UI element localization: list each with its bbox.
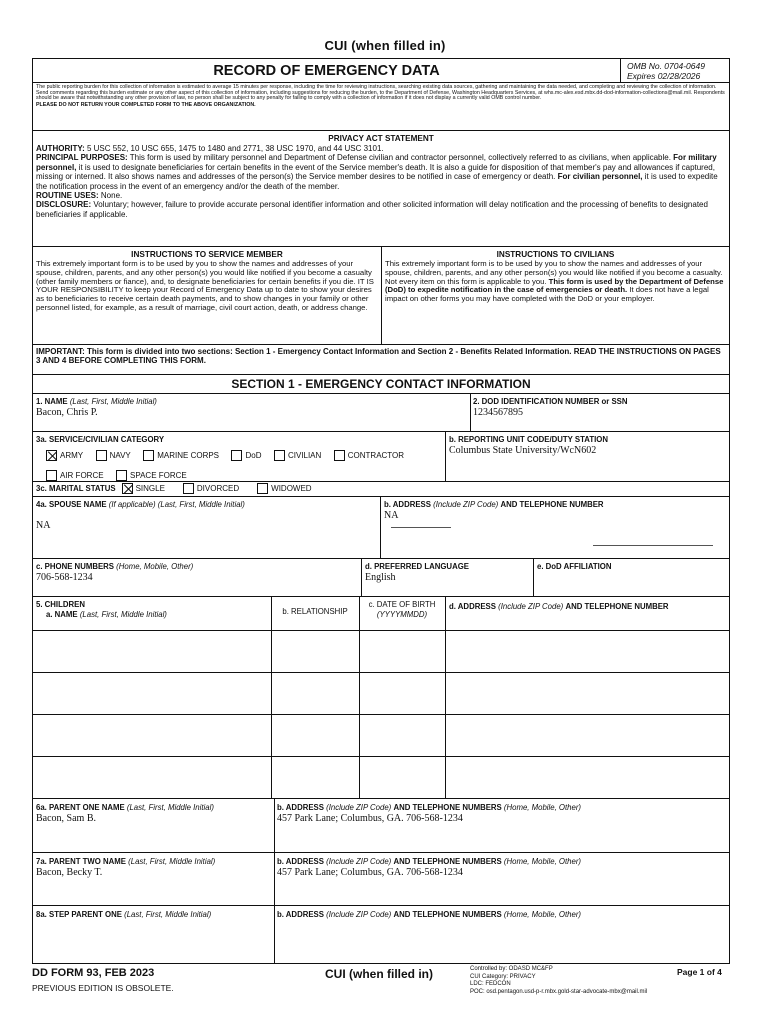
footer-poc: POC: osd.pentagon.usd-p-r.mbx.gold-star-advocate-mbx@mail.mil xyxy=(470,988,648,995)
stepparent-label: 8a. STEP PARENT ONE xyxy=(36,910,122,919)
parent2-addr-hint2: (Home, Mobile, Other) xyxy=(503,857,582,866)
children-relationship-header: b. RELATIONSHIP xyxy=(282,607,348,616)
instructions-civilian-text-a: This extremely important form is to be used by you to show the names and addresses of your spouse, children, parents, and any other person(s) you would like notified if you become a casualty. Not every item on this form is applicable to you. xyxy=(385,259,723,286)
children-name-hint: (Last, First, Middle Initial) xyxy=(79,610,167,619)
parent2-addr-tail: AND TELEPHONE NUMBERS xyxy=(393,857,502,866)
stepparent-address-field[interactable] xyxy=(277,910,726,920)
burden-statement xyxy=(33,83,729,131)
parent2-addr-label: b. ADDRESS xyxy=(277,857,324,866)
opt-dod[interactable]: DoD xyxy=(231,450,261,461)
reporting-unit-label: b. REPORTING UNIT CODE/DUTY STATION xyxy=(449,435,608,444)
divider xyxy=(445,597,446,631)
checkbox-space-force[interactable] xyxy=(116,470,127,481)
reporting-unit-value: Columbus State University/WcN602 xyxy=(449,445,597,456)
spouse-value: NA xyxy=(36,520,51,531)
checkbox-navy[interactable] xyxy=(96,450,107,461)
checkbox-single[interactable] xyxy=(122,483,133,494)
parent2-addr-hint: (Include ZIP Code) xyxy=(326,857,392,866)
cui-banner-top: CUI (when filled in) xyxy=(324,38,446,53)
instructions-member xyxy=(33,247,382,345)
omb-number: OMB No. 0704-0649 xyxy=(627,61,705,71)
phone-label: c. PHONE NUMBERS xyxy=(36,562,114,571)
instructions-member-text: This extremely important form is to be used by you to show the names and addresses of your spouse, children, parents, and any other person(s) you would like notified if you become a casualty (other family members or fiance), and, to designate beneficiaries for certain benefits if you die. IT IS YOUR RESPONSIBILITY to keep your Record of Emergency Data up to date to show your desires as to beneficiaries to receive certain death payments, and to show changes in your family or other personnel listed, for example, as a result of marriage, civil court action, death, or address change. xyxy=(36,259,374,312)
spouse-address-label: b. ADDRESS xyxy=(384,500,431,509)
disclosure-text: Voluntary; however, failure to provide accurate personal identifier information and other solicited information will delay notification and the processing of benefits to designated beneficiaries if applicable. xyxy=(36,200,708,219)
children-name-header xyxy=(36,600,266,620)
title-row xyxy=(33,59,729,83)
stepparent-name-field[interactable] xyxy=(36,910,272,920)
checkbox-marine-corps[interactable] xyxy=(143,450,154,461)
parent1-addr-hint: (Include ZIP Code) xyxy=(326,803,392,812)
table-row[interactable] xyxy=(33,715,729,757)
footer-obsolete: PREVIOUS EDITION IS OBSOLETE. xyxy=(32,983,174,993)
instructions-civilian-title: INSTRUCTIONS TO CIVILIANS xyxy=(496,250,615,259)
stepparent-addr-hint: (Include ZIP Code) xyxy=(326,910,392,919)
important-text: IMPORTANT: This form is divided into two sections: Section 1 - Emergency Contact Information and Section 2 - Benefits Related Information. READ THE INSTRUCTIONS ON PAGES 3 AND 4 BEFORE COMPLETING THIS FORM. xyxy=(36,347,721,366)
parent1-value: Bacon, Sam B. xyxy=(36,813,96,824)
stepparent-addr-label: b. ADDRESS xyxy=(277,910,324,919)
spouse-address-value: NA xyxy=(384,510,399,521)
opt-air-force[interactable]: AIR FORCE xyxy=(46,470,104,481)
affiliation-label: e. DoD AFFILIATION xyxy=(537,562,612,571)
omb-block xyxy=(621,59,729,83)
divider xyxy=(361,559,362,597)
table-row[interactable] xyxy=(33,757,729,799)
purposes-text-d: For civilian personnel, xyxy=(557,172,643,182)
instructions-civilian xyxy=(382,247,729,345)
spouse-hint: (If applicable) (Last, First, Middle Initial) xyxy=(108,500,245,509)
checkbox-contractor[interactable] xyxy=(334,450,345,461)
footer-cui: CUI (when filled in) xyxy=(325,967,433,981)
checkbox-civilian[interactable] xyxy=(274,450,285,461)
parent2-label: 7a. PARENT TWO NAME xyxy=(36,857,126,866)
purposes-label: PRINCIPAL PURPOSES: xyxy=(36,153,128,163)
parent1-address-field[interactable] xyxy=(277,803,726,825)
parent1-name-field[interactable] xyxy=(36,803,272,825)
language-field[interactable] xyxy=(365,562,530,584)
parent2-hint: (Last, First, Middle Initial) xyxy=(128,857,216,866)
checkbox-air-force[interactable] xyxy=(46,470,57,481)
language-value: English xyxy=(365,572,396,583)
spouse-address-tail: AND TELEPHONE NUMBER xyxy=(500,500,604,509)
checkbox-army[interactable] xyxy=(46,450,57,461)
section1-title: SECTION 1 - EMERGENCY CONTACT INFORMATION xyxy=(33,375,729,394)
parent1-hint: (Last, First, Middle Initial) xyxy=(126,803,214,812)
instructions-civilian-text-c: It does not have a legal impact on other forms you may have completed with the DoD or your employer. xyxy=(385,285,709,304)
children-label: 5. CHILDREN xyxy=(36,600,85,609)
purposes-text-e: it is used to expedite the notification process in the event of an emergency and/or the death of the member. xyxy=(36,172,718,191)
opt-widowed[interactable]: WIDOWED xyxy=(257,483,311,494)
name-field[interactable] xyxy=(36,397,466,419)
opt-single[interactable]: SINGLE xyxy=(122,483,165,494)
routine-text: None. xyxy=(100,191,123,201)
parent2-value: Bacon, Becky T. xyxy=(36,867,103,878)
authority-label: AUTHORITY: xyxy=(36,144,85,153)
spouse-address-hint: (Include ZIP Code) xyxy=(433,500,499,509)
opt-divorced[interactable]: DIVORCED xyxy=(183,483,239,494)
footer-ldc: LDC: FEDCON xyxy=(470,981,511,987)
instructions-member-title: INSTRUCTIONS TO SERVICE MEMBER xyxy=(131,250,283,259)
opt-marine-corps[interactable]: MARINE CORPS xyxy=(143,450,219,461)
name-hint: (Last, First, Middle Initial) xyxy=(69,397,157,406)
checkbox-divorced[interactable] xyxy=(183,483,194,494)
divider xyxy=(380,497,381,559)
category-options-row1 xyxy=(46,448,446,466)
children-header xyxy=(33,597,729,631)
phone-value: 706-568-1234 xyxy=(36,572,93,583)
children-address-tail: AND TELEPHONE NUMBER xyxy=(565,602,669,611)
children-name-label: a. NAME xyxy=(46,610,78,619)
opt-contractor[interactable]: CONTRACTOR xyxy=(334,450,404,461)
children-address-label: d. ADDRESS xyxy=(449,602,496,611)
disclosure-label: DISCLOSURE: xyxy=(36,200,92,210)
divider xyxy=(274,853,275,906)
children-address-header xyxy=(449,602,726,612)
authority-text: 5 USC 552, 10 USC 655, 1475 to 1480 and 2771, 38 USC 1970, and 44 USC 3101. xyxy=(86,144,384,153)
row-spouse xyxy=(33,497,729,559)
burden-warning: PLEASE DO NOT RETURN YOUR COMPLETED FORM TO THE ABOVE ORGANIZATION. xyxy=(36,101,256,108)
name-label: 1. NAME xyxy=(36,397,68,406)
children-address-hint: (Include ZIP Code) xyxy=(498,602,564,611)
divider xyxy=(445,432,446,482)
stepparent-hint: (Last, First, Middle Initial) xyxy=(124,910,212,919)
stepparent-addr-hint2: (Home, Mobile, Other) xyxy=(503,910,582,919)
table-row[interactable] xyxy=(33,631,729,673)
parent1-addr-hint2: (Home, Mobile, Other) xyxy=(503,803,582,812)
row-name xyxy=(33,394,729,432)
phone-hint: (Home, Mobile, Other) xyxy=(116,562,194,571)
privacy-body xyxy=(36,144,726,219)
footer-controlled-by: Controlled by: ODASD MC&FP xyxy=(470,966,553,972)
parent1-addr-value: 457 Park Lane; Columbus, GA. 706-568-1234 xyxy=(277,813,463,824)
marital-field xyxy=(36,483,536,494)
children-table-body xyxy=(33,631,729,799)
parent2-addr-value: 457 Park Lane; Columbus, GA. 706-568-1234 xyxy=(277,867,463,878)
spouse-field[interactable] xyxy=(36,500,376,532)
purposes-text-b: For military personnel, xyxy=(36,153,717,172)
underline xyxy=(593,545,713,546)
form-title: RECORD OF EMERGENCY DATA xyxy=(33,59,621,83)
privacy-title: PRIVACY ACT STATEMENT xyxy=(328,134,434,143)
reporting-unit-field[interactable] xyxy=(449,435,726,457)
name-value: Bacon, Chris P. xyxy=(36,407,98,418)
dod-id-label: 2. DOD IDENTIFICATION NUMBER or SSN xyxy=(473,397,628,406)
category-field xyxy=(36,435,446,486)
opt-space-force[interactable]: SPACE FORCE xyxy=(116,470,187,481)
row-stepparent xyxy=(33,906,729,963)
instructions-row xyxy=(33,247,729,345)
language-label: d. PREFERRED LANGUAGE xyxy=(365,562,469,571)
checkbox-dod[interactable] xyxy=(231,450,242,461)
opt-civilian[interactable]: CIVILIAN xyxy=(274,450,321,461)
divider xyxy=(271,597,272,631)
parent1-label: 6a. PARENT ONE NAME xyxy=(36,803,125,812)
row-phone xyxy=(33,559,729,597)
dod-id-value: 1234567895 xyxy=(473,407,523,418)
footer-page: Page 1 of 4 xyxy=(677,967,722,977)
privacy-act-statement xyxy=(33,131,729,247)
footer-cui-category: CUI Category: PRIVACY xyxy=(470,973,536,980)
parent2-address-field[interactable] xyxy=(277,857,726,879)
phone-field[interactable] xyxy=(36,562,356,584)
underline xyxy=(391,527,451,528)
divider xyxy=(274,799,275,853)
footer-form-id: DD FORM 93, FEB 2023 xyxy=(32,967,155,979)
burden-text: The public reporting burden for this collection of information is estimated to average 15 minutes per response, including the time for reviewing instructions, searching existing data sources, gathering and maintaining the data needed, and completing and reviewing the collection of information. Send comments regarding this burden estimate or any other aspect of this collection of information, including suggestions for reducing the burden, to the Department of Defense, Washington Headquarters Services, at whs.mc-alex.esd.mbx.dd-dod-information-collections@mail.mil. Respondents should be aware that notwithstanding any other provision of law, no person shall be subject to any penalty for failing to comply with a collection of information if it does not display a currently valid OMB control number. xyxy=(36,84,725,102)
instructions-civilian-text-b: This form is used by the Department of Defense (DoD) to expedite notification in the case of emergencies or death. xyxy=(385,276,724,295)
marital-label: 3c. MARITAL STATUS xyxy=(36,483,116,493)
important-note xyxy=(33,345,729,375)
dod-id-field[interactable] xyxy=(473,397,726,419)
form-frame xyxy=(32,58,730,964)
purposes-text-a: This form is used by military personnel and Department of Defense civilian and contractor personnel, collectively referred to as civilians, when applicable. xyxy=(129,153,674,163)
omb-expires: Expires 02/28/2026 xyxy=(627,71,701,81)
table-row[interactable] xyxy=(33,673,729,715)
children-dob-label: c. DATE OF BIRTH xyxy=(368,600,436,609)
category-label: 3a. SERVICE/CIVILIAN CATEGORY xyxy=(36,435,165,444)
opt-army[interactable]: ARMY xyxy=(46,450,83,461)
parent1-addr-tail: AND TELEPHONE NUMBERS xyxy=(393,803,502,812)
row-parent2 xyxy=(33,853,729,906)
spouse-label: 4a. SPOUSE NAME xyxy=(36,500,107,509)
purposes-text-c: it is used to designate beneficiaries for certain benefits in the event of the Service member's death. It is also a guide for disposition of that member's pay and allowances if captured, missing or interned. It also shows names and addresses of the person(s) the Service member desires to be notified in case of emergency or death. xyxy=(36,162,715,182)
divider xyxy=(533,559,534,597)
instructions-civilian-text xyxy=(385,260,726,304)
checkbox-widowed[interactable] xyxy=(257,483,268,494)
parent2-name-field[interactable] xyxy=(36,857,272,879)
children-dob-hint: (YYYYMMDD) xyxy=(376,610,428,619)
divider xyxy=(274,906,275,963)
routine-label: ROUTINE USES: xyxy=(36,191,99,201)
opt-navy[interactable]: NAVY xyxy=(96,450,131,461)
row-category xyxy=(33,432,729,482)
divider xyxy=(470,394,471,432)
parent1-addr-label: b. ADDRESS xyxy=(277,803,324,812)
spouse-address-field[interactable] xyxy=(384,500,726,522)
stepparent-addr-tail: AND TELEPHONE NUMBERS xyxy=(393,910,502,919)
affiliation-field[interactable] xyxy=(537,562,726,572)
children-dob-header xyxy=(360,600,444,620)
row-parent1 xyxy=(33,799,729,853)
row-marital xyxy=(33,482,729,497)
footer-cui-block xyxy=(470,966,647,996)
